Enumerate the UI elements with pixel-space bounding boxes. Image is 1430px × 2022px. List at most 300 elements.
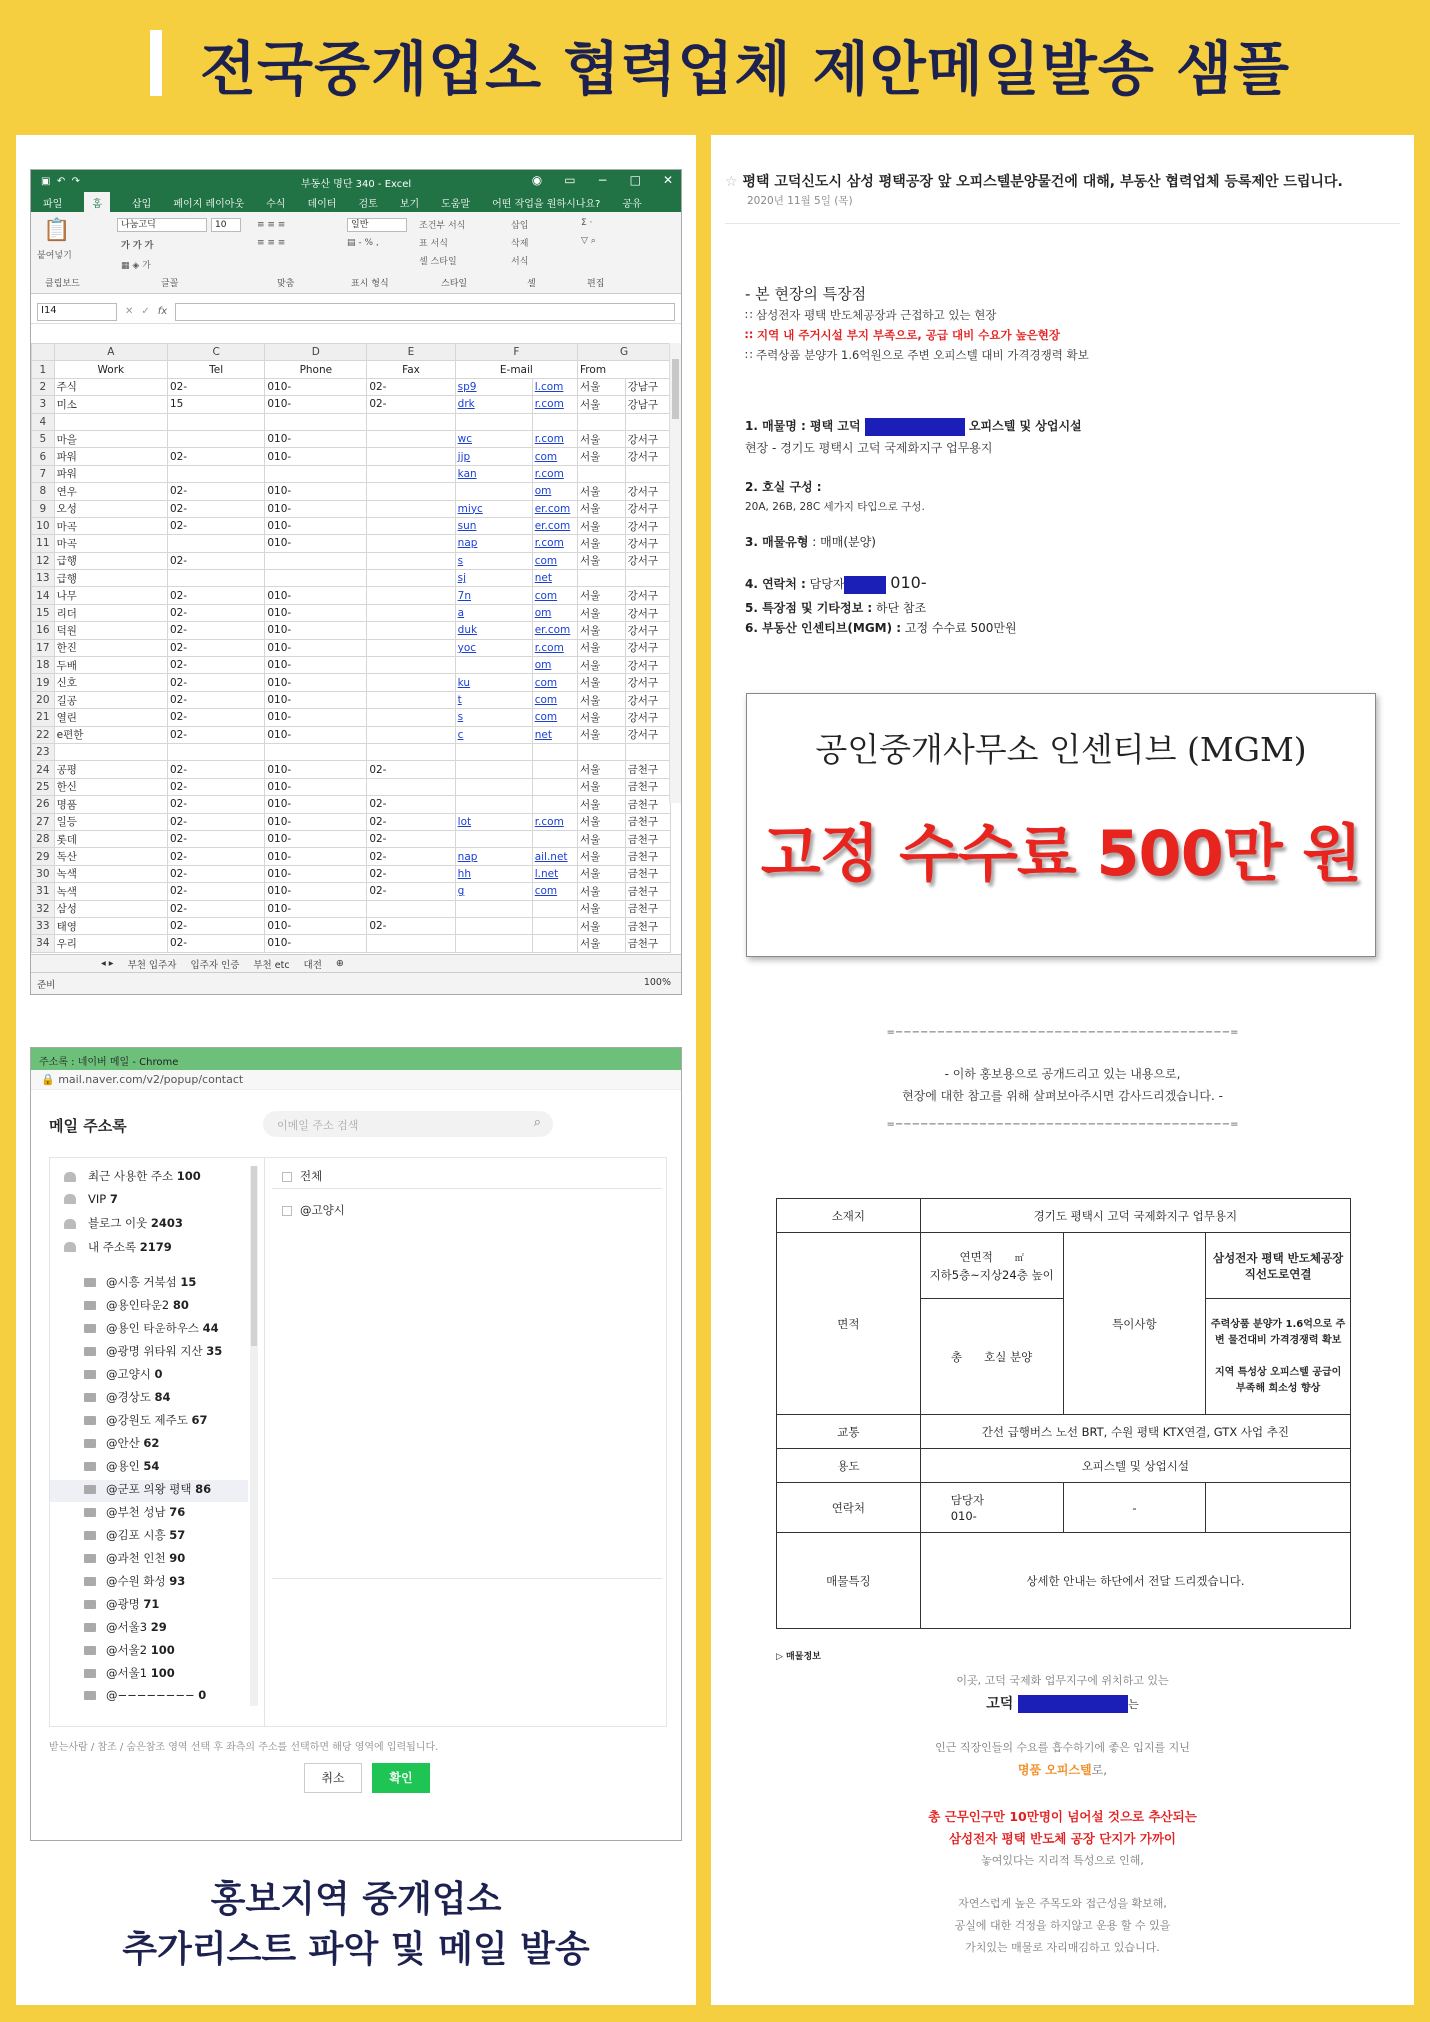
cell[interactable]: 서울 (578, 691, 626, 708)
cell[interactable]: 02- (167, 778, 264, 795)
cell[interactable]: l.com (532, 378, 577, 395)
cell[interactable]: 02- (167, 674, 264, 691)
cell[interactable] (367, 709, 455, 726)
cell[interactable]: 02- (367, 848, 455, 865)
cell[interactable]: com (532, 883, 577, 900)
cell[interactable]: 010- (265, 830, 367, 847)
name-box[interactable]: I14 (37, 303, 117, 321)
cell[interactable]: 서울 (578, 378, 626, 395)
cell[interactable]: 금천구 (625, 813, 670, 830)
cell[interactable]: er.com (532, 517, 577, 534)
cell[interactable]: 서울 (578, 917, 626, 934)
cell[interactable] (265, 413, 367, 430)
cell[interactable]: 롯데 (54, 830, 167, 847)
cell[interactable]: 02- (167, 587, 264, 604)
autosum-icon[interactable]: Σ · (581, 218, 593, 228)
confirm-button[interactable]: 확인 (372, 1763, 430, 1793)
address-group[interactable]: @서울2 100 (84, 1642, 175, 1658)
cell[interactable]: com (532, 552, 577, 569)
cell[interactable]: 010- (265, 883, 367, 900)
cell[interactable]: 010- (265, 535, 367, 552)
cell[interactable]: 서울 (578, 448, 626, 465)
address-group[interactable]: @−−−−−−−− 0 (84, 1688, 206, 1702)
cell[interactable] (367, 900, 455, 917)
cell[interactable]: 급행 (54, 570, 167, 587)
cell[interactable]: er.com (532, 500, 577, 517)
cell[interactable] (167, 570, 264, 587)
cell[interactable] (167, 535, 264, 552)
cell[interactable]: r.com (532, 430, 577, 447)
cell[interactable]: Phone (265, 361, 367, 378)
cell[interactable]: 서울 (578, 430, 626, 447)
cell[interactable]: c (455, 726, 532, 743)
cell[interactable]: hh (455, 865, 532, 882)
menu-page-layout[interactable]: 페이지 레이아웃 (173, 198, 245, 210)
cell[interactable]: 010- (265, 378, 367, 395)
spreadsheet-grid[interactable] (31, 343, 671, 953)
cell[interactable] (532, 761, 577, 778)
cell[interactable]: 010- (265, 622, 367, 639)
cell[interactable]: r.com (532, 639, 577, 656)
cell[interactable]: 서울 (578, 796, 626, 813)
save-icon[interactable]: ▣ (41, 175, 51, 187)
cell[interactable]: 덕원 (54, 622, 167, 639)
cell[interactable]: 서울 (578, 535, 626, 552)
cell[interactable]: 02- (167, 726, 264, 743)
col-header[interactable]: D (265, 344, 367, 361)
undo-icon[interactable]: ↶ (56, 175, 66, 187)
contact-search-input[interactable] (263, 1111, 553, 1137)
cell[interactable] (578, 743, 626, 760)
address-group[interactable]: @용인 타운하우스 44 (84, 1320, 219, 1336)
cell[interactable]: 서울 (578, 830, 626, 847)
cell[interactable]: 02- (167, 848, 264, 865)
cell[interactable] (367, 413, 455, 430)
cell[interactable] (455, 830, 532, 847)
address-group[interactable]: @과천 인천 90 (84, 1550, 185, 1566)
sheet-nav-icon[interactable]: ◂ ▸ (101, 958, 114, 969)
conditional-format-button[interactable]: 조건부 서식 (419, 221, 466, 231)
cell[interactable]: 리더 (54, 604, 167, 621)
cell[interactable]: jjp (455, 448, 532, 465)
cell[interactable]: 7n (455, 587, 532, 604)
cell[interactable]: 금천구 (625, 900, 670, 917)
cell[interactable]: 010- (265, 639, 367, 656)
cell[interactable] (367, 726, 455, 743)
cell[interactable] (167, 413, 264, 430)
cell[interactable] (265, 465, 367, 482)
search-icon[interactable]: ⌕ (533, 1115, 541, 1130)
cell[interactable]: 녹색 (54, 865, 167, 882)
address-category[interactable]: VIP 7 (64, 1192, 118, 1206)
cell[interactable] (265, 570, 367, 587)
cell[interactable] (532, 917, 577, 934)
group-list-scrollbar[interactable] (250, 1166, 258, 1706)
cell[interactable]: 02- (367, 813, 455, 830)
cell[interactable]: 강서구 (625, 430, 670, 447)
cell[interactable]: com (532, 587, 577, 604)
cell[interactable]: 02- (167, 657, 264, 674)
cell[interactable] (367, 691, 455, 708)
cell[interactable] (367, 448, 455, 465)
cell[interactable]: com (532, 709, 577, 726)
cell[interactable] (532, 743, 577, 760)
cell[interactable] (455, 900, 532, 917)
cell[interactable]: 나무 (54, 587, 167, 604)
cell[interactable]: 02- (167, 622, 264, 639)
cell[interactable]: duk (455, 622, 532, 639)
cell[interactable]: 010- (265, 674, 367, 691)
address-group[interactable]: @군포 의왕 평택 86 (84, 1481, 211, 1497)
cell[interactable]: 010- (265, 935, 367, 952)
redo-icon[interactable]: ↷ (71, 175, 80, 187)
cell[interactable] (167, 465, 264, 482)
cell[interactable]: 서울 (578, 657, 626, 674)
cell[interactable]: net (532, 726, 577, 743)
cell[interactable]: 마곡 (54, 535, 167, 552)
cell[interactable] (54, 413, 167, 430)
cell[interactable]: 010- (265, 517, 367, 534)
share-button[interactable]: 공유 (622, 198, 642, 210)
cell[interactable] (455, 657, 532, 674)
cell[interactable]: 강남구 (625, 378, 670, 395)
cell[interactable]: 15 (167, 396, 264, 413)
bold-icon[interactable]: 가 가 가 (121, 241, 154, 251)
cell[interactable] (367, 778, 455, 795)
cell[interactable] (532, 796, 577, 813)
cell[interactable]: 서울 (578, 604, 626, 621)
cell[interactable]: 한신 (54, 778, 167, 795)
close-icon[interactable]: ✕ (662, 173, 673, 187)
cell[interactable]: drk (455, 396, 532, 413)
cell[interactable]: E-mail (455, 361, 577, 378)
cell[interactable]: 010- (265, 778, 367, 795)
border-icon[interactable]: ▦ ◈ 가 (121, 261, 151, 271)
cell[interactable]: wc (455, 430, 532, 447)
cell[interactable]: 010- (265, 430, 367, 447)
confirm-icon[interactable]: ✓ (141, 306, 150, 317)
cell[interactable]: 금천구 (625, 830, 670, 847)
cell[interactable]: 강서구 (625, 517, 670, 534)
delete-cell-button[interactable]: 삭제 (511, 239, 529, 249)
cell[interactable]: 02- (167, 830, 264, 847)
cell[interactable] (532, 935, 577, 952)
paste-label[interactable]: 붙여넣기 (37, 251, 72, 261)
col-header[interactable]: E (367, 344, 455, 361)
maximize-icon[interactable]: □ (629, 173, 641, 187)
cell[interactable] (625, 570, 670, 587)
cell[interactable] (578, 413, 626, 430)
cell[interactable]: 강서구 (625, 535, 670, 552)
address-group[interactable]: @시흥 거북섬 15 (84, 1274, 196, 1290)
cell[interactable]: 녹색 (54, 883, 167, 900)
add-sheet-icon[interactable]: ⊕ (335, 958, 344, 969)
cell[interactable]: 길공 (54, 691, 167, 708)
cell[interactable]: 마을 (54, 430, 167, 447)
cell[interactable]: 독산 (54, 848, 167, 865)
cell[interactable]: 금천구 (625, 865, 670, 882)
address-category[interactable]: 내 주소록 2179 (64, 1239, 172, 1255)
cell[interactable]: 금천구 (625, 761, 670, 778)
cell[interactable]: From (578, 361, 671, 378)
select-all-checkbox[interactable]: 전체 (282, 1168, 322, 1184)
cell[interactable] (367, 517, 455, 534)
cell[interactable]: 02- (367, 883, 455, 900)
cell[interactable]: 금천구 (625, 883, 670, 900)
cell[interactable]: 공평 (54, 761, 167, 778)
cell[interactable]: sun (455, 517, 532, 534)
cell[interactable] (455, 413, 532, 430)
cell[interactable]: 강서구 (625, 587, 670, 604)
cell[interactable] (167, 430, 264, 447)
cell[interactable]: 02- (167, 917, 264, 934)
cancel-icon[interactable]: ✕ (125, 306, 134, 317)
menu-file[interactable]: 파일 (43, 198, 63, 210)
cell[interactable]: 010- (265, 483, 367, 500)
cell[interactable] (367, 743, 455, 760)
cell[interactable]: 010- (265, 604, 367, 621)
cell[interactable]: 강서구 (625, 500, 670, 517)
cell[interactable]: 태영 (54, 917, 167, 934)
cell[interactable]: 02- (167, 813, 264, 830)
cell[interactable]: 금천구 (625, 796, 670, 813)
cell[interactable]: 02- (367, 830, 455, 847)
cell[interactable]: com (532, 674, 577, 691)
cell[interactable]: 02- (167, 500, 264, 517)
sheet-tab[interactable]: 입주자 인증 (190, 959, 240, 971)
cell[interactable]: s (455, 552, 532, 569)
cell[interactable] (625, 743, 670, 760)
cell[interactable] (367, 465, 455, 482)
cell[interactable]: r.com (532, 535, 577, 552)
cell[interactable]: 서울 (578, 639, 626, 656)
cell[interactable]: 강서구 (625, 691, 670, 708)
cell[interactable] (455, 917, 532, 934)
cell[interactable]: a (455, 604, 532, 621)
contact-row[interactable]: @고양시 (282, 1202, 345, 1218)
cell[interactable]: ail.net (532, 848, 577, 865)
align-icon-2[interactable]: ≡ ≡ ≡ (257, 238, 286, 248)
cell[interactable]: 02- (167, 517, 264, 534)
cell[interactable]: miyc (455, 500, 532, 517)
cell[interactable]: 02- (367, 796, 455, 813)
paste-icon[interactable]: 📋 (43, 218, 71, 243)
cell[interactable]: 02- (167, 552, 264, 569)
cell[interactable] (367, 657, 455, 674)
cell[interactable]: 서울 (578, 778, 626, 795)
cancel-button[interactable]: 취소 (304, 1763, 362, 1793)
cell[interactable]: 금천구 (625, 917, 670, 934)
account-icon[interactable]: ◉ (531, 173, 543, 187)
cell[interactable]: 02- (167, 639, 264, 656)
address-group[interactable]: @강원도 제주도 67 (84, 1412, 207, 1428)
cell[interactable] (532, 900, 577, 917)
cell[interactable]: om (532, 657, 577, 674)
address-group[interactable]: @용인타운2 80 (84, 1297, 189, 1313)
cell[interactable]: g (455, 883, 532, 900)
cell[interactable]: om (532, 483, 577, 500)
cell[interactable] (455, 743, 532, 760)
menu-view[interactable]: 보기 (399, 198, 420, 210)
cell[interactable]: 급행 (54, 552, 167, 569)
cell[interactable] (265, 743, 367, 760)
menu-formulas[interactable]: 수식 (266, 198, 286, 210)
tell-me-search[interactable]: 어떤 작업을 원하시나요? (492, 198, 601, 210)
cell[interactable] (578, 570, 626, 587)
cell[interactable]: 서울 (578, 674, 626, 691)
cell[interactable]: 강서구 (625, 483, 670, 500)
ribbon-display-icon[interactable]: ▭ (564, 173, 576, 187)
cell[interactable]: 02- (167, 709, 264, 726)
address-group[interactable]: @안산 62 (84, 1435, 159, 1451)
cell[interactable]: 서울 (578, 865, 626, 882)
cell[interactable]: 02- (367, 917, 455, 934)
address-group[interactable]: @고양시 0 (84, 1366, 163, 1382)
cell[interactable]: 마곡 (54, 517, 167, 534)
cell[interactable] (367, 535, 455, 552)
cell[interactable]: 010- (265, 587, 367, 604)
menu-help[interactable]: 도움말 (441, 198, 471, 210)
cell[interactable] (265, 552, 367, 569)
cell[interactable]: com (532, 691, 577, 708)
cell[interactable]: sj (455, 570, 532, 587)
cell[interactable]: 010- (265, 709, 367, 726)
cell[interactable] (532, 778, 577, 795)
cell[interactable] (54, 743, 167, 760)
address-group[interactable]: @부천 성남 76 (84, 1504, 185, 1520)
address-group[interactable]: @서울3 29 (84, 1619, 167, 1635)
cell[interactable]: 02- (367, 378, 455, 395)
align-icon[interactable]: ≡ ≡ ≡ (257, 220, 286, 230)
menu-insert[interactable]: 삽입 (132, 198, 152, 210)
address-bar[interactable] (31, 1070, 681, 1090)
cell[interactable]: 서울 (578, 587, 626, 604)
cell[interactable]: 강서구 (625, 448, 670, 465)
cell[interactable]: nap (455, 535, 532, 552)
address-group[interactable]: @경상도 84 (84, 1389, 171, 1405)
col-header[interactable]: F (455, 344, 577, 361)
cell[interactable]: 02- (167, 604, 264, 621)
sort-icon[interactable]: ▽ ⌕ (581, 236, 596, 246)
number-format-select[interactable]: 일반 (347, 218, 407, 232)
cell[interactable]: 서울 (578, 517, 626, 534)
cell[interactable] (455, 796, 532, 813)
cell[interactable]: 서울 (578, 848, 626, 865)
function-icon[interactable]: fx (157, 306, 168, 317)
cell[interactable]: 02- (167, 761, 264, 778)
cell[interactable]: 강서구 (625, 622, 670, 639)
cell[interactable]: l.net (532, 865, 577, 882)
cell[interactable]: 서울 (578, 900, 626, 917)
cell[interactable]: 한진 (54, 639, 167, 656)
cell[interactable]: 010- (265, 900, 367, 917)
cell[interactable]: 금천구 (625, 848, 670, 865)
cell[interactable]: 010- (265, 726, 367, 743)
cell[interactable]: 02- (167, 883, 264, 900)
cell[interactable]: 두배 (54, 657, 167, 674)
address-category[interactable]: 최근 사용한 주소 100 (64, 1168, 201, 1184)
cell[interactable]: 02- (167, 865, 264, 882)
cell-style-button[interactable]: 셀 스타일 (419, 257, 457, 267)
cell[interactable]: 신호 (54, 674, 167, 691)
cell[interactable]: 02- (167, 378, 264, 395)
cell[interactable]: 강서구 (625, 639, 670, 656)
cell[interactable]: 010- (265, 396, 367, 413)
cell[interactable]: 일등 (54, 813, 167, 830)
cell[interactable]: 서울 (578, 761, 626, 778)
address-group[interactable]: @광명 71 (84, 1596, 159, 1612)
cell[interactable] (367, 500, 455, 517)
cell[interactable]: 02- (167, 691, 264, 708)
format-cell-button[interactable]: 서식 (511, 257, 529, 267)
cell[interactable]: lot (455, 813, 532, 830)
cell[interactable]: 서울 (578, 935, 626, 952)
cell[interactable]: 010- (265, 813, 367, 830)
cell[interactable] (455, 935, 532, 952)
cell[interactable]: 서울 (578, 709, 626, 726)
cell[interactable]: 주식 (54, 378, 167, 395)
address-group[interactable]: @광명 위타워 지산 35 (84, 1343, 222, 1359)
cell[interactable]: 서울 (578, 726, 626, 743)
cell[interactable]: 명품 (54, 796, 167, 813)
address-group[interactable]: @수원 화성 93 (84, 1573, 185, 1589)
cell[interactable]: 서울 (578, 500, 626, 517)
cell[interactable]: 강서구 (625, 709, 670, 726)
cell[interactable]: 미소 (54, 396, 167, 413)
cell[interactable]: 연우 (54, 483, 167, 500)
percent-icon[interactable]: ▤ - % , (347, 238, 379, 248)
menu-review[interactable]: 검토 (358, 198, 378, 210)
cell[interactable]: 강서구 (625, 604, 670, 621)
cell[interactable] (532, 830, 577, 847)
cell[interactable]: 010- (265, 448, 367, 465)
menu-home[interactable]: 홈 (84, 192, 110, 213)
address-group[interactable]: @김포 시흥 57 (84, 1527, 185, 1543)
cell[interactable]: 서울 (578, 552, 626, 569)
cell[interactable]: 금천구 (625, 935, 670, 952)
cell[interactable]: 02- (167, 483, 264, 500)
cell[interactable]: Tel (167, 361, 264, 378)
cell[interactable]: 강서구 (625, 726, 670, 743)
cell[interactable]: 서울 (578, 883, 626, 900)
cell[interactable] (367, 483, 455, 500)
cell[interactable]: e편한 (54, 726, 167, 743)
cell[interactable]: 강서구 (625, 674, 670, 691)
vertical-scrollbar[interactable] (669, 343, 681, 803)
cell[interactable]: 02- (167, 448, 264, 465)
cell[interactable]: 파워 (54, 465, 167, 482)
cell[interactable]: r.com (532, 465, 577, 482)
minimize-icon[interactable]: − (597, 173, 608, 187)
cell[interactable]: sp9 (455, 378, 532, 395)
cell[interactable]: r.com (532, 813, 577, 830)
cell[interactable]: t (455, 691, 532, 708)
cell[interactable] (367, 604, 455, 621)
zoom-level[interactable]: 100% (643, 977, 671, 988)
cell[interactable]: nap (455, 848, 532, 865)
cell[interactable]: 금천구 (625, 778, 670, 795)
cell[interactable]: 010- (265, 691, 367, 708)
cell[interactable]: 010- (265, 796, 367, 813)
cell[interactable] (578, 465, 626, 482)
cell[interactable]: Work (54, 361, 167, 378)
cell[interactable]: 서울 (578, 622, 626, 639)
cell[interactable]: 강서구 (625, 552, 670, 569)
cell[interactable]: 열린 (54, 709, 167, 726)
formula-input[interactable] (175, 303, 675, 321)
cell[interactable]: 우리 (54, 935, 167, 952)
cell[interactable]: 파워 (54, 448, 167, 465)
